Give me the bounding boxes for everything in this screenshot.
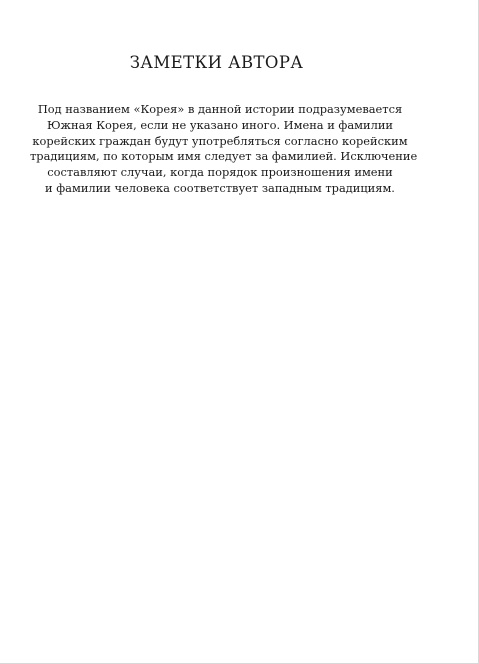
page-title: ЗАМЕТКИ АВТОРА <box>129 53 304 72</box>
paragraph-line: Южная Корея, если не указано иного. Имена и фамилии <box>46 117 394 132</box>
paragraph-line: Под названием «Корея» в данной истории подразумевается <box>37 102 403 116</box>
author-note-paragraph <box>30 102 418 197</box>
paragraph-line: и фамилии человека соответствует западным традициям. <box>45 180 395 195</box>
paragraph-line: составляют случаи, когда порядок произношения имени <box>47 165 393 180</box>
paragraph-line: корейских граждан будут употребляться согласно корейским <box>32 133 408 148</box>
paragraph-line: традициям, по которым имя следует за фамилией. Исключение <box>30 149 418 164</box>
